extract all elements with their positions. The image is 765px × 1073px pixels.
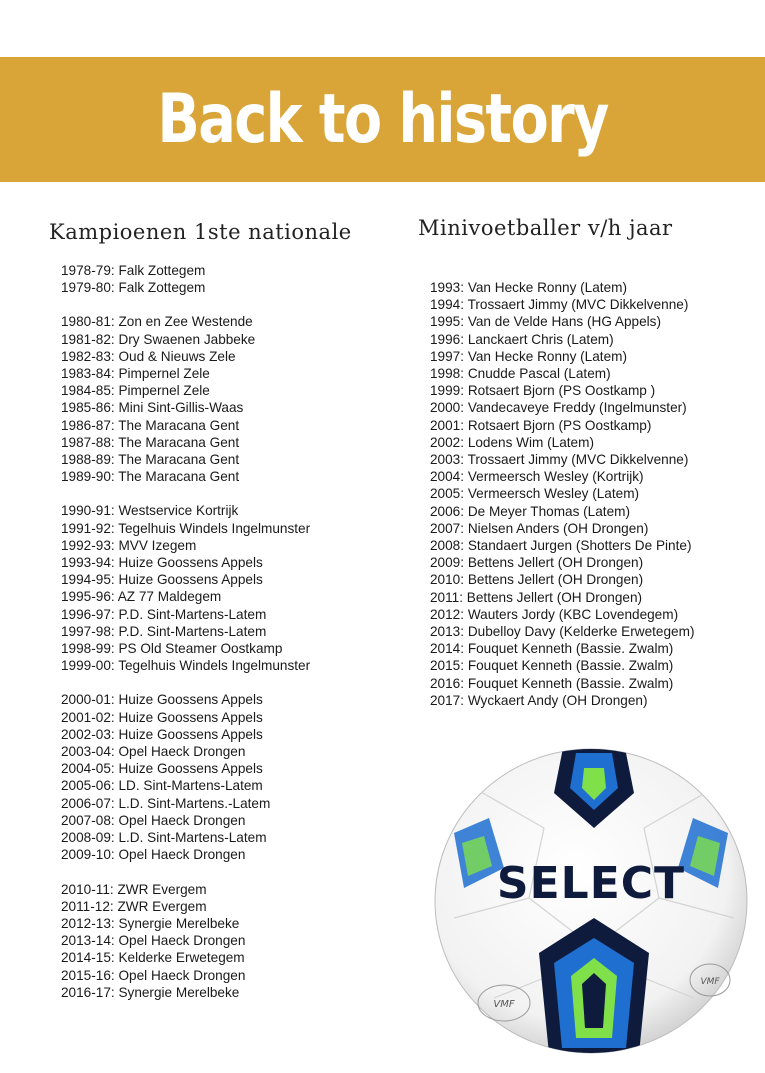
champion-row [61, 313, 401, 330]
champions-group [61, 313, 401, 485]
player-name: Rotsaert Bjorn (PS Oostkamp ) [467, 383, 656, 399]
player-row [430, 675, 760, 692]
team-name: Zon en Zee Westende [118, 314, 253, 330]
team-name: Mini Sint-Gillis-Waas [118, 400, 244, 416]
player-row [430, 554, 760, 571]
player-name: Fouquet Kenneth (Bassie. Zwalm) [467, 641, 674, 657]
player-name: Standaert Jurgen (Shotters De Pinte) [467, 538, 692, 554]
season-label: 2009-10: [61, 847, 115, 863]
champion-row [61, 949, 401, 966]
champions-group [61, 881, 401, 1001]
champion-row [61, 984, 401, 1001]
player-row [430, 623, 760, 640]
player-name: Lodens Wim (Latem) [467, 434, 594, 450]
year-label: 1997: [430, 348, 465, 364]
team-name: L.D. Sint-Martens.-Latem [118, 795, 271, 811]
team-name: P.D. Sint-Martens-Latem [118, 606, 267, 622]
player-name: Cnudde Pascal (Latem) [467, 366, 611, 382]
season-label: 2002-03: [61, 726, 115, 742]
team-name: Opel Haeck Drongen [118, 812, 246, 828]
season-label: 2013-14: [61, 933, 115, 949]
player-row [430, 589, 760, 606]
champion-row [61, 571, 401, 588]
player-row [430, 348, 760, 365]
season-label: 2010-11: [61, 881, 114, 897]
team-name: Falk Zottegem [118, 280, 206, 296]
season-label: 1996-97: [61, 606, 115, 622]
team-name: Huize Goossens Appels [118, 692, 263, 708]
player-name: Rotsaert Bjorn (PS Oostkamp) [467, 417, 652, 433]
season-label: 2000-01: [61, 692, 115, 708]
year-label: 2000: [430, 400, 465, 416]
champion-row [61, 795, 401, 812]
team-name: ZWR Evergem [117, 898, 207, 914]
svg-text:VMF: VMF [493, 999, 515, 1010]
season-label: 1992-93: [61, 537, 115, 553]
champions-group [61, 691, 401, 863]
year-label: 1999: [430, 383, 465, 399]
player-row [430, 657, 760, 674]
champion-row [61, 451, 401, 468]
player-row [430, 537, 760, 554]
champion-row [61, 279, 401, 296]
season-label: 1986-87: [61, 417, 115, 433]
champions-title: Kampioenen 1ste nationale [49, 220, 352, 244]
season-label: 1979-80: [61, 280, 115, 296]
player-name: Bettens Jellert (OH Drongen) [467, 572, 644, 588]
season-label: 2016-17: [61, 984, 115, 1000]
players-title: Minivoetballer v/h jaar [418, 216, 673, 240]
player-name: Fouquet Kenneth (Bassie. Zwalm) [467, 675, 674, 691]
soccer-ball-image [434, 748, 748, 1054]
season-label: 1981-82: [61, 331, 115, 347]
season-label: 1990-91: [61, 503, 115, 519]
champion-row [61, 898, 401, 915]
champion-row [61, 417, 401, 434]
player-row [430, 571, 760, 588]
player-name: Trossaert Jimmy (MVC Dikkelvenne) [467, 297, 689, 313]
season-label: 1988-89: [61, 452, 115, 468]
season-label: 2005-06: [61, 778, 115, 794]
team-name: Pimpernel Zele [118, 383, 210, 399]
player-name: Vermeersch Wesley (Kortrijk) [467, 469, 644, 485]
champion-row [61, 812, 401, 829]
season-label: 2015-16: [61, 967, 115, 983]
year-label: 2012: [430, 606, 465, 622]
year-label: 2014: [430, 641, 465, 657]
player-row [430, 520, 760, 537]
team-name: P.D. Sint-Martens-Latem [118, 623, 267, 639]
season-label: 1997-98: [61, 623, 115, 639]
team-name: The Maracana Gent [118, 417, 240, 433]
year-label: 2015: [430, 658, 465, 674]
player-name: Bettens Jellert (OH Drongen) [466, 589, 643, 605]
champion-row [61, 588, 401, 605]
team-name: Opel Haeck Drongen [118, 744, 246, 760]
season-label: 1995-96: [61, 589, 115, 605]
team-name: Opel Haeck Drongen [118, 933, 246, 949]
year-label: 1998: [430, 366, 465, 382]
team-name: Huize Goossens Appels [118, 555, 263, 571]
season-label: 1998-99: [61, 641, 115, 657]
team-name: PS Old Steamer Oostkamp [118, 641, 283, 657]
team-name: Synergie Merelbeke [118, 984, 240, 1000]
season-label: 2014-15: [61, 950, 115, 966]
team-name: ZWR Evergem [117, 881, 207, 897]
player-row [430, 417, 760, 434]
year-label: 2008: [430, 538, 465, 554]
year-label: 1994: [430, 297, 465, 313]
season-label: 2006-07: [61, 795, 115, 811]
team-name: Huize Goossens Appels [118, 761, 263, 777]
champion-row [61, 502, 401, 519]
year-label: 2010: [430, 572, 465, 588]
team-name: MVV Izegem [118, 537, 197, 553]
champion-row [61, 691, 401, 708]
season-label: 1980-81: [61, 314, 115, 330]
player-row [430, 451, 760, 468]
player-row [430, 313, 760, 330]
season-label: 1993-94: [61, 555, 115, 571]
champion-row [61, 743, 401, 760]
champion-row [61, 554, 401, 571]
year-label: 2016: [430, 675, 465, 691]
champion-row [61, 967, 401, 984]
champion-row [61, 932, 401, 949]
year-label: 2002: [430, 434, 465, 450]
season-label: 2012-13: [61, 915, 115, 931]
player-name: Lanckaert Chris (Latem) [467, 331, 614, 347]
champion-row [61, 915, 401, 932]
team-name: The Maracana Gent [118, 452, 240, 468]
player-name: Van Hecke Ronny (Latem) [467, 280, 627, 295]
year-label: 2006: [430, 503, 465, 519]
team-name: Oud & Nieuws Zele [118, 348, 236, 364]
season-label: 2007-08: [61, 812, 115, 828]
player-name: Wauters Jordy (KBC Lovendegem) [467, 606, 679, 622]
team-name: Huize Goossens Appels [118, 726, 263, 742]
player-name: Fouquet Kenneth (Bassie. Zwalm) [467, 658, 674, 674]
season-label: 1983-84: [61, 366, 115, 382]
team-name: The Maracana Gent [118, 469, 240, 485]
player-name: Nielsen Anders (OH Drongen) [467, 520, 649, 536]
year-label: 2017: [430, 692, 465, 708]
year-label: 2001: [430, 417, 465, 433]
player-row [430, 692, 760, 709]
header-banner [0, 57, 765, 182]
player-row [430, 331, 760, 348]
team-name: Westservice Kortrijk [118, 503, 239, 519]
player-name: Vandecaveye Freddy (Ingelmunster) [467, 400, 687, 416]
player-row [430, 503, 760, 520]
year-label: 2013: [430, 624, 465, 640]
champion-row [61, 606, 401, 623]
season-label: 2011-12: [61, 898, 114, 914]
player-row [430, 399, 760, 416]
team-name: Falk Zottegem [118, 263, 206, 278]
svg-text:VMF: VMF [700, 977, 720, 987]
season-label: 2001-02: [61, 709, 115, 725]
season-label: 1991-92: [61, 520, 115, 536]
player-name: Vermeersch Wesley (Latem) [467, 486, 640, 502]
year-label: 2009: [430, 555, 465, 571]
year-label: 2007: [430, 520, 465, 536]
team-name: Kelderke Erwetegem [118, 950, 245, 966]
team-name: AZ 77 Maldegem [117, 589, 222, 605]
champion-row [61, 881, 401, 898]
team-name: Huize Goossens Appels [118, 572, 263, 588]
champion-row [61, 520, 401, 537]
team-name: LD. Sint-Martens-Latem [118, 778, 263, 794]
champion-row [61, 468, 401, 485]
champion-row [61, 846, 401, 863]
champions-group [61, 502, 401, 674]
team-name: Dry Swaenen Jabbeke [118, 331, 256, 347]
season-label: 2004-05: [61, 761, 115, 777]
player-name: Bettens Jellert (OH Drongen) [467, 555, 644, 571]
champion-row [61, 348, 401, 365]
team-name: Tegelhuis Windels Ingelmunster [118, 520, 311, 536]
champion-row [61, 623, 401, 640]
champion-row [61, 331, 401, 348]
season-label: 2008-09: [61, 830, 115, 846]
team-name: Pimpernel Zele [118, 366, 210, 382]
players-list [430, 279, 760, 709]
player-row [430, 640, 760, 657]
year-label: 2005: [430, 486, 465, 502]
year-label: 1996: [430, 331, 465, 347]
champion-row [61, 760, 401, 777]
season-label: 1994-95: [61, 572, 115, 588]
champion-row [61, 726, 401, 743]
player-row [430, 279, 760, 296]
team-name: The Maracana Gent [118, 434, 240, 450]
player-name: De Meyer Thomas (Latem) [467, 503, 630, 519]
champion-row [61, 365, 401, 382]
champion-row [61, 262, 401, 279]
ball-brand-logo: SELECT [496, 858, 686, 909]
season-label: 1987-88: [61, 434, 115, 450]
champion-row [61, 709, 401, 726]
player-row [430, 606, 760, 623]
player-name: Wyckaert Andy (OH Drongen) [467, 692, 648, 708]
champions-group [61, 262, 401, 296]
team-name: Tegelhuis Windels Ingelmunster [118, 658, 311, 674]
champions-list [61, 262, 401, 1001]
year-label: 1995: [430, 314, 465, 330]
player-row [430, 485, 760, 502]
team-name: Opel Haeck Drongen [118, 967, 246, 983]
team-name: L.D. Sint-Martens-Latem [118, 830, 267, 846]
player-row [430, 296, 760, 313]
team-name: Opel Haeck Drongen [118, 847, 246, 863]
champion-row [61, 640, 401, 657]
player-name: Van Hecke Ronny (Latem) [467, 348, 627, 364]
season-label: 1978-79: [61, 263, 115, 278]
champion-row [61, 777, 401, 794]
team-name: Huize Goossens Appels [118, 709, 263, 725]
champion-row [61, 434, 401, 451]
year-label: 2004: [430, 469, 465, 485]
page-title: Back to history [157, 80, 608, 159]
season-label: 1989-90: [61, 469, 115, 485]
player-row [430, 468, 760, 485]
champion-row [61, 399, 401, 416]
champion-row [61, 537, 401, 554]
player-name: Dubelloy Davy (Kelderke Erwetegem) [467, 624, 695, 640]
champion-row [61, 382, 401, 399]
year-label: 1993: [430, 280, 465, 295]
player-row [430, 365, 760, 382]
year-label: 2011: [430, 589, 464, 605]
year-label: 2003: [430, 452, 465, 468]
season-label: 1985-86: [61, 400, 115, 416]
player-name: Van de Velde Hans (HG Appels) [467, 314, 662, 330]
player-name: Trossaert Jimmy (MVC Dikkelvenne) [467, 452, 689, 468]
champion-row [61, 657, 401, 674]
season-label: 1999-00: [61, 658, 115, 674]
season-label: 2003-04: [61, 744, 115, 760]
team-name: Synergie Merelbeke [118, 915, 240, 931]
player-row [430, 434, 760, 451]
season-label: 1982-83: [61, 348, 115, 364]
season-label: 1984-85: [61, 383, 115, 399]
champion-row [61, 829, 401, 846]
player-row [430, 382, 760, 399]
